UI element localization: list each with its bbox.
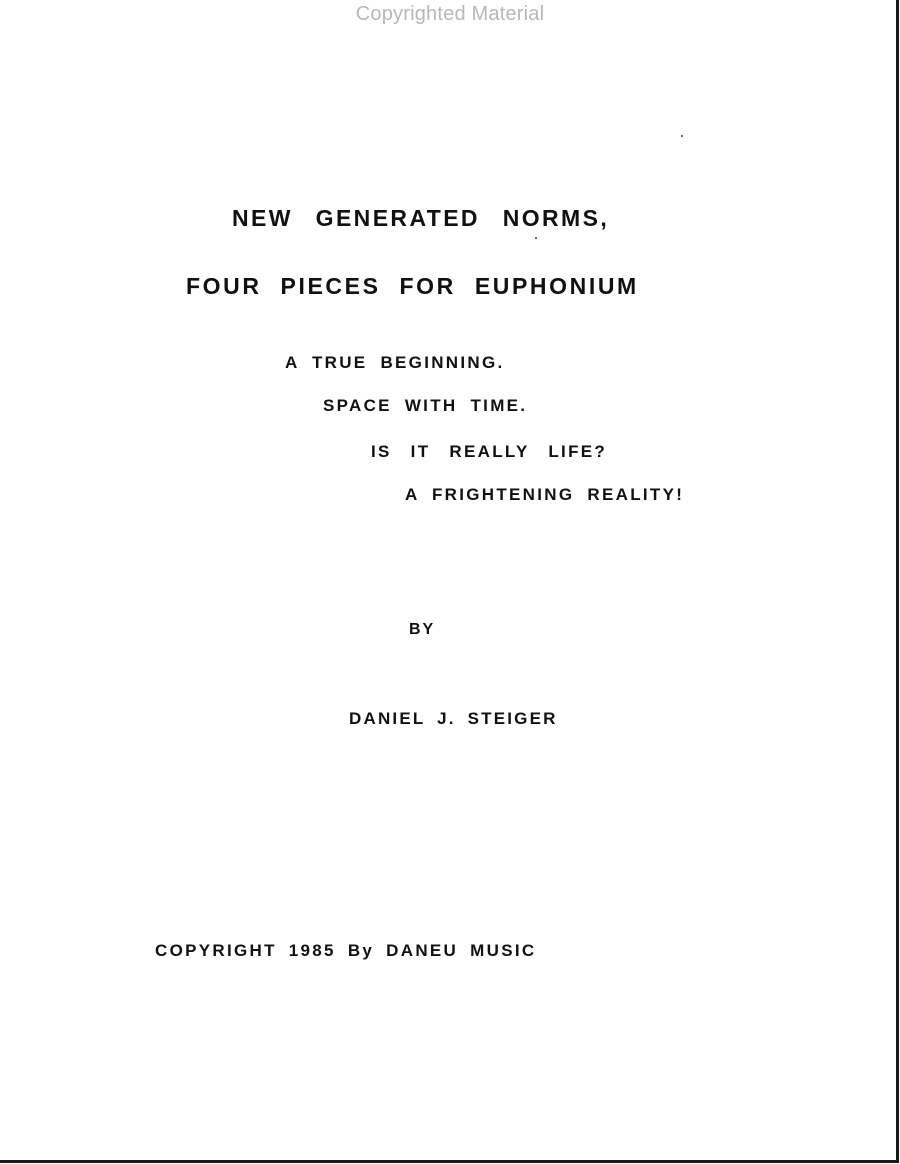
scan-speck [535, 237, 537, 239]
title-line-2: FOUR PIECES FOR EUPHONIUM [186, 273, 639, 299]
by-label: BY [409, 621, 436, 638]
title-line-1: NEW GENERATED NORMS, [232, 205, 610, 231]
copyright-watermark: Copyrighted Material [355, 3, 545, 25]
movement-title-3: IS IT REALLY LIFE? [371, 442, 608, 461]
copyright-notice: COPYRIGHT 1985 By DANEU MUSIC [155, 941, 537, 960]
movement-title-1: A TRUE BEGINNING. [285, 353, 505, 372]
scan-speck [681, 135, 683, 137]
composer-name: DANIEL J. STEIGER [349, 709, 558, 728]
movement-title-2: SPACE WITH TIME. [323, 396, 528, 415]
movement-title-4: A FRIGHTENING REALITY! [405, 485, 685, 504]
